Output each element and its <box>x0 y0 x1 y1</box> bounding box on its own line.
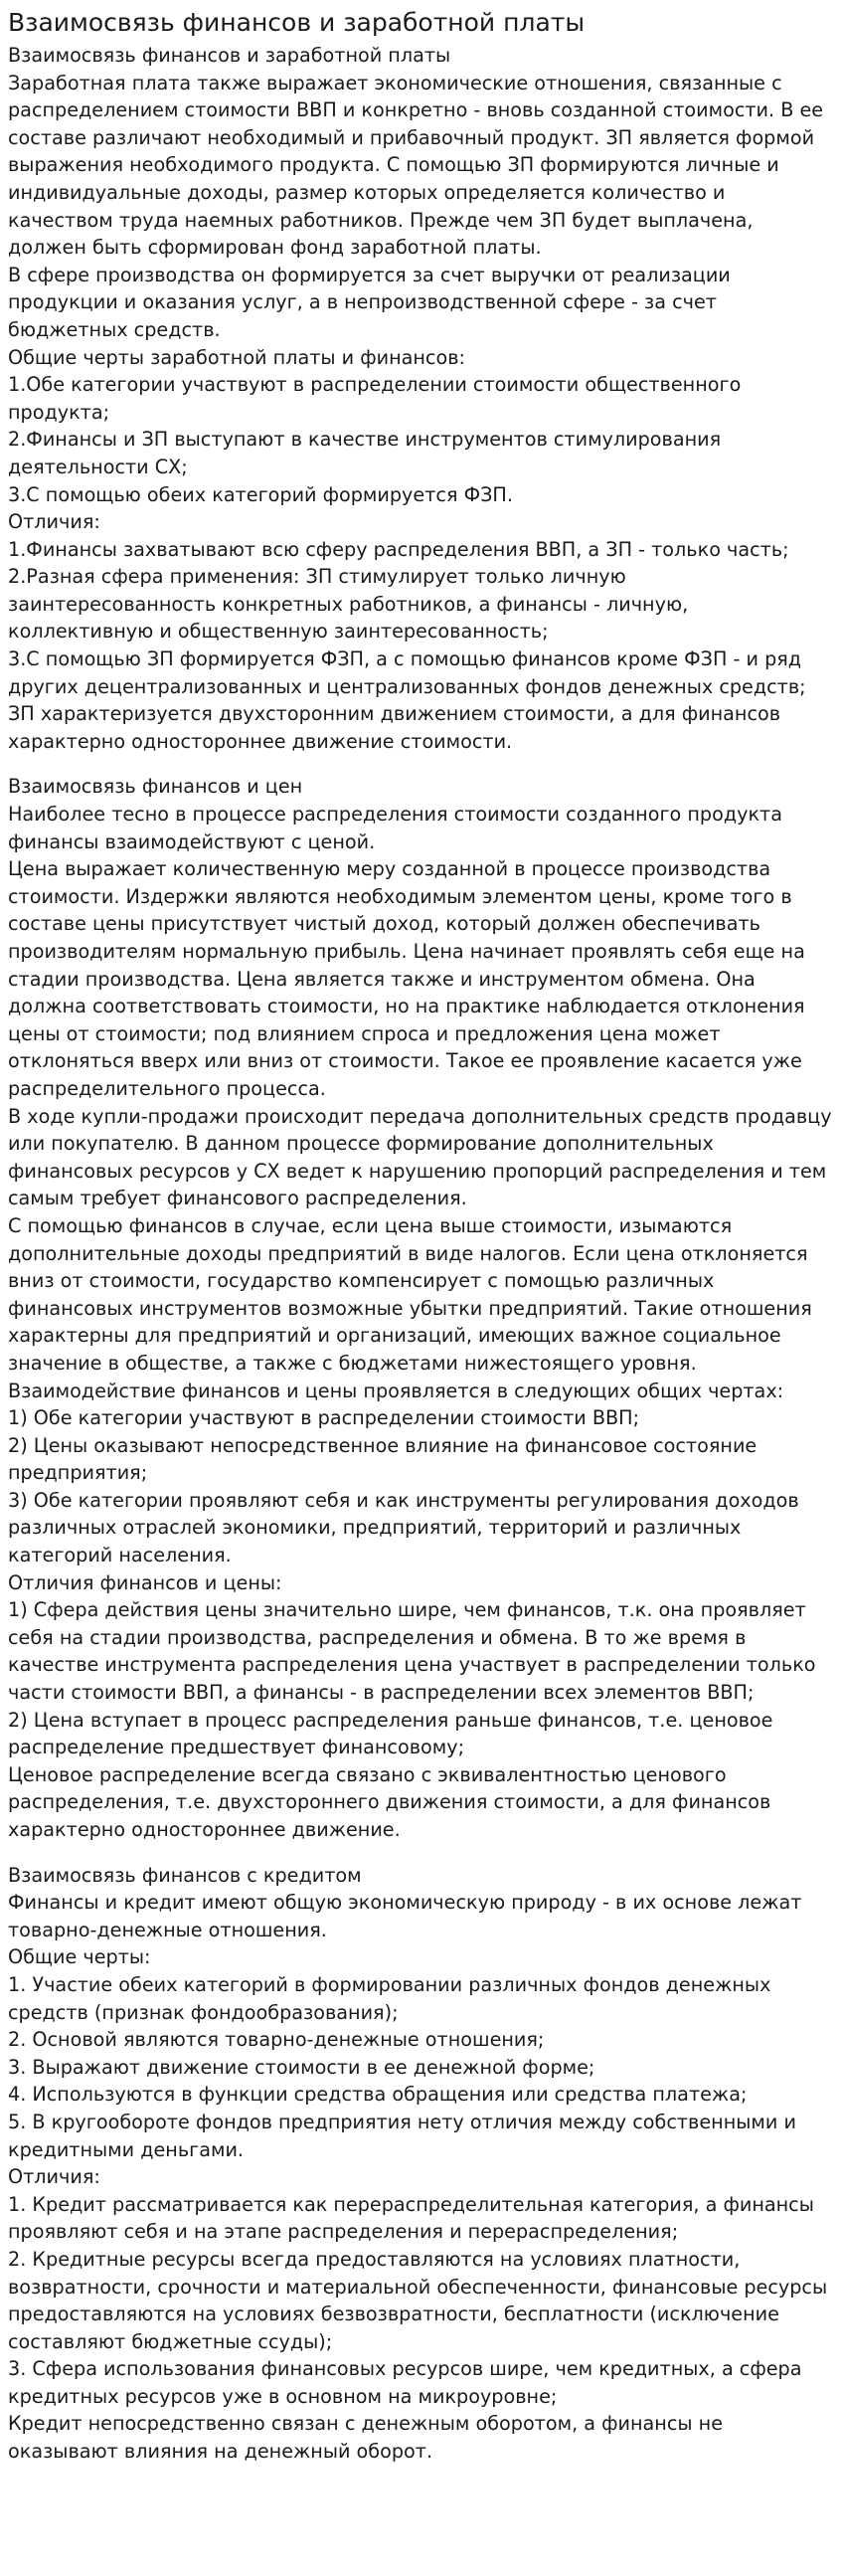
paragraph: 3. Сфера использования финансовых ресурсов шире, чем кредитных, а сфера кредитных ресурсов уже в основном на микроуровне; <box>8 2357 802 2408</box>
paragraph: Взаимодействие финансов и цены проявляется в следующих общих чертах: <box>8 1379 784 1402</box>
paragraph: 1.Финансы захватывают всю сферу распределения ВВП, а ЗП - только часть; <box>8 537 789 561</box>
paragraph: Кредит непосредственно связан с денежным оборотом, а финансы не оказывают влияния на денежный оборот. <box>8 2412 723 2464</box>
paragraph: 4. Используются в функции средства обращения или средства платежа; <box>8 2083 748 2107</box>
document-body <box>8 42 834 2466</box>
paragraph: 1. Кредит рассматривается как перераспределительная категория, а финансы проявляют себя и на этапе распределения и перераспределения; <box>8 2192 814 2244</box>
paragraph: Отличия: <box>8 2165 100 2189</box>
paragraph: Общие черты: <box>8 1945 151 1969</box>
paragraph: 5. В кругообороте фондов предприятия нету отличия между собственными и кредитными деньгами. <box>8 2110 796 2161</box>
paragraph: С помощью финансов в случае, если цена выше стоимости, изымаются дополнительные доходы предприятий в виде налогов. Если цена отклоняется вниз от стоимости, государство компенсирует с помощью различных финансовых инструментов возможные убытки предприятий. Такие отношения характерны для предприятий и организаций, имеющих важное социальное значение в обществе, а также с бюджетами нижестоящего уровня. <box>8 1213 812 1375</box>
paragraph: В сфере производства он формируется за счет выручки от реализации продукции и оказания услуг, а в непроизводственной сфере - за счет бюджетных средств. <box>8 263 731 341</box>
paragraph: 2.Разная сфера применения: ЗП стимулирует только личную заинтересованность конкретных работников, а финансы - личную, коллективную и общественную заинтересованность; <box>8 565 689 644</box>
paragraph: 1) Обе категории участвуют в распределении стоимости ВВП; <box>8 1406 640 1430</box>
paragraph: 3.С помощью обеих категорий формируется ФЗП. <box>8 482 513 506</box>
section-1 <box>8 42 834 755</box>
section-3 <box>8 1862 834 2466</box>
paragraph: 2) Цены оказывают непосредственное влияние на финансовое состояние предприятия; <box>8 1433 758 1485</box>
section-heading: Взаимосвязь финансов и заработной платы <box>8 44 451 67</box>
paragraph: 1.Обе категории участвуют в распределении стоимости общественного продукта; <box>8 373 742 424</box>
paragraph: 3.С помощью ЗП формируется ФЗП, а с помощью финансов кроме ФЗП - и ряд других децентрализованных и централизованных фондов денежных средств; <box>8 647 806 698</box>
section-heading: Взаимосвязь финансов с кредитом <box>8 1863 362 1887</box>
paragraph: Отличия финансов и цены: <box>8 1570 282 1594</box>
paragraph: ЗП характеризуется двухсторонним движением стоимости, а для финансов характерно одностороннее движение стоимости. <box>8 702 781 753</box>
paragraph: 3. Выражают движение стоимости в ее денежной форме; <box>8 2055 595 2079</box>
paragraph: 2) Цена вступает в процесс распределения раньше финансов, т.е. ценовое распределение предшествует финансовому; <box>8 1708 773 1759</box>
paragraph: Наиболее тесно в процессе распределения стоимости созданного продукта финансы взаимодействуют с ценой. <box>8 803 782 853</box>
paragraph: 1) Сфера действия цены значительно шире, чем финансов, т.к. она проявляет себя на стадии производства, распределения и обмена. В то же время в качестве инструмента распределения цена участвует в распределении только части стоимости ВВП, а финансы - в распределении всех элементов ВВП; <box>8 1598 816 1705</box>
paragraph: Цена выражает количественную меру созданной в процессе производства стоимости. Издержки являются необходимым элементом цены, кроме того в составе цены присутствует чистый доход, который должен обеспечивать производителям нормальную прибыль. Цена начинает проявлять себя еще на стадии производства. Цена является также и инструментом обмена. Она должна соответствовать стоимости, но на практике наблюдается отклонения цены от стоимости; под влиянием спроса и предложения цена может отклоняться вверх или вниз от стоимости. Такое ее проявление касается уже распределительного процесса. <box>8 857 805 1100</box>
paragraph: Финансы и кредит имеют общую экономическую природу - в их основе лежат товарно-денежные отношения. <box>8 1891 802 1941</box>
page-title: Взаимосвязь финансов и заработной платы <box>8 8 586 37</box>
paragraph: В ходе купли-продажи происходит передача дополнительных средств продавцу или покупателю. В данном процессе формирование дополнительных финансовых ресурсов у СХ ведет к нарушению пропорций распределения и тем самым требует финансового распределения. <box>8 1104 832 1210</box>
section-2 <box>8 773 834 1843</box>
paragraph: Отличия: <box>8 510 100 534</box>
paragraph: Заработная плата также выражает экономические отношения, связанные с распределением стоимости ВВП и конкретно - вновь созданной стоимости. В ее составе различают необходимый и прибавочный продукт. ЗП является формой выражения необходимого продукта. С помощью ЗП формируются личные и индивидуальные доходы, размер которых определяется количество и качеством труда наемных работников. Прежде чем ЗП будет выплачена, должен быть сформирован фонд заработной платы. <box>8 71 824 260</box>
paragraph: 3) Обе категории проявляют себя и как инструменты регулирования доходов различных отраслей экономики, предприятий, территорий и различных категорий населения. <box>8 1488 799 1567</box>
paragraph: 2. Основой являются товарно-денежные отношения; <box>8 2028 545 2052</box>
paragraph: 1. Участие обеих категорий в формировании различных фондов денежных средств (признак фондообразования); <box>8 1972 771 2024</box>
paragraph: 2. Кредитные ресурсы всегда предоставляются на условиях платности, возвратности, срочности и материальной обеспеченности, финансовые ресурсы предоставляются на условиях безвозвратности, бесплатности (исключение составляют бюджетные ссуды); <box>8 2247 828 2353</box>
section-heading: Взаимосвязь финансов и цен <box>8 775 303 799</box>
paragraph: Общие черты заработной платы и финансов: <box>8 345 465 369</box>
paragraph: Ценовое распределение всегда связано с эквивалентностью ценового распределения, т.е. двухстороннего движения стоимости, а для финансов характерно одностороннее движение. <box>8 1762 771 1841</box>
paragraph: 2.Финансы и ЗП выступают в качестве инструментов стимулирования деятельности СХ; <box>8 428 722 478</box>
